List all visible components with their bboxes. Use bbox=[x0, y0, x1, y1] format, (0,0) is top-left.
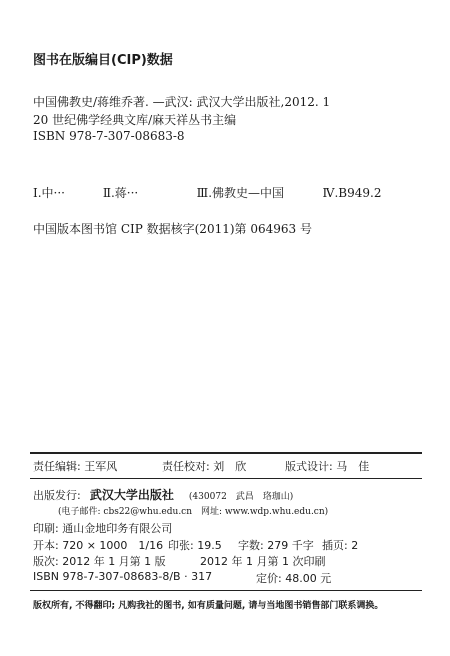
sheets-line: 印张: 19.5 bbox=[168, 539, 222, 552]
publisher-line bbox=[33, 484, 293, 503]
cip-classification-row bbox=[33, 184, 433, 201]
price-line: 定价: 48.00 元 bbox=[256, 572, 332, 585]
classification-item: Ⅳ.B949.2 bbox=[322, 186, 382, 200]
printing-line: 2012 年 1 月第 1 次印刷 bbox=[200, 555, 326, 568]
printer-line: 印刷: 通山金地印务有限公司 bbox=[33, 522, 173, 535]
cip-title-line: 中国佛教史/蒋维乔著. —武汉: 武汉大学出版社,2012. 1 bbox=[33, 95, 331, 109]
cip-record-line: 中国版本图书馆 CIP 数据核字(2011)第 064963 号 bbox=[33, 222, 312, 236]
divider-top bbox=[30, 452, 422, 454]
cip-series-line: 20 世纪佛学经典文库/麻天祥丛书主编 bbox=[33, 113, 237, 127]
isbn-full-line: ISBN 978-7-307-08683-8/B · 317 bbox=[33, 570, 213, 583]
cip-isbn-line: ISBN 978-7-307-08683-8 bbox=[33, 129, 185, 143]
publisher-address: (430072 武昌 珞珈山) bbox=[188, 492, 294, 502]
credit-editor: 责任编辑: 王军风 bbox=[33, 460, 118, 473]
classification-item: Ⅱ.蒋··· bbox=[102, 186, 139, 200]
divider-credits bbox=[30, 478, 422, 479]
cip-heading: 图书在版编目(CIP)数据 bbox=[33, 53, 173, 68]
divider-bottom bbox=[30, 590, 422, 591]
contact-line: (电子邮件: cbs22@whu.edu.cn 网址: www.wdp.whu.edu.cn) bbox=[58, 507, 329, 517]
words-line: 字数: 279 千字 bbox=[238, 539, 314, 552]
credit-proofreader: 责任校对: 刘 欣 bbox=[162, 460, 247, 473]
classification-item: Ⅰ.中··· bbox=[33, 186, 65, 200]
classification-item: Ⅲ.佛教史—中国 bbox=[196, 186, 285, 200]
publisher-name: 武汉大学出版社 bbox=[89, 488, 174, 502]
credit-designer: 版式设计: 马 佳 bbox=[285, 460, 370, 473]
edition-line: 版次: 2012 年 1 月第 1 版 bbox=[33, 555, 166, 568]
plates-line: 插页: 2 bbox=[322, 539, 359, 552]
copyright-notice: 版权所有, 不得翻印; 凡购我社的图书, 如有质量问题, 请与当地图书销售部门联系调换。 bbox=[33, 601, 384, 611]
publisher-label: 出版发行: bbox=[33, 489, 81, 502]
format-line: 开本: 720 × 1000 1/16 bbox=[33, 539, 164, 552]
